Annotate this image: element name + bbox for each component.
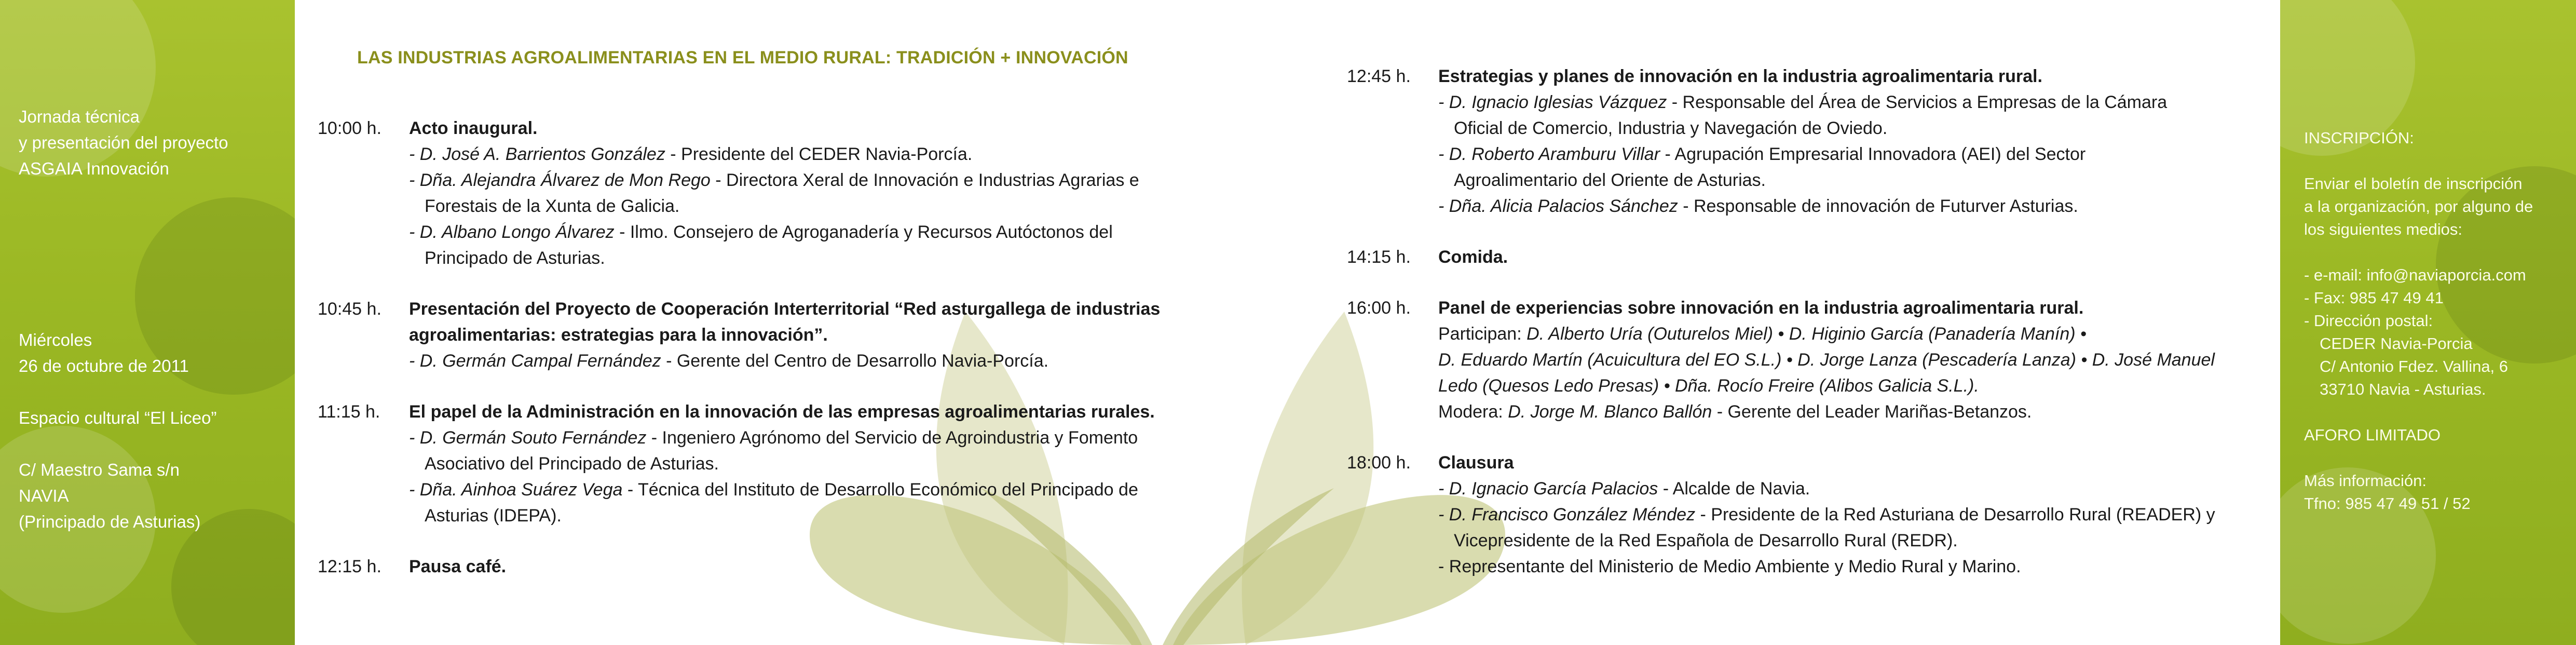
session-heading: Panel de experiencias sobre innovación en la industria agroalimentaria rural. — [1438, 298, 2084, 318]
address-street: C/ Maestro Sama s/n — [19, 460, 180, 479]
session-heading: Comida. — [1438, 247, 1508, 267]
registration-heading: INSCRIPCIÓN: — [2304, 129, 2414, 147]
postal-line: CEDER Navia-Porcia — [2320, 334, 2473, 353]
speaker-line: - D. Ignacio García Palacios - Alcalde de Navia. — [1438, 479, 1810, 499]
session-time: 11:15 h. — [318, 402, 380, 422]
session-1115 — [318, 399, 1252, 529]
session-heading: Clausura — [1438, 453, 1514, 473]
event-details — [19, 327, 217, 535]
postal-line: 33710 Navia - Asturias. — [2320, 380, 2486, 398]
session-heading: Acto inaugural. — [409, 118, 538, 138]
speaker-continuation: Agroalimentario del Oriente de Asturias. — [1454, 170, 1766, 190]
capacity-note: AFORO LIMITADO — [2304, 426, 2441, 444]
speaker-continuation: Forestais de la Xunta de Galicia. — [425, 196, 680, 216]
speaker-continuation: Asociativo del Principado de Asturias. — [425, 454, 719, 474]
event-date: 26 de octubre de 2011 — [19, 356, 189, 375]
intro-line-3: ASGAIA Innovación — [19, 159, 169, 178]
session-1245 — [1347, 63, 2276, 219]
speaker-line: - D. José A. Barrientos González - Presidente del CEDER Navia-Porcía. — [409, 144, 973, 164]
instruction-line: Enviar el boletín de inscripción — [2304, 174, 2523, 193]
instruction-line: los siguientes medios: — [2304, 220, 2462, 238]
event-info — [19, 104, 228, 182]
intro-line-1: Jornada técnica — [19, 107, 140, 126]
event-weekday: Miércoles — [19, 330, 92, 350]
agenda-column-left — [318, 115, 1252, 580]
session-time: 10:00 h. — [318, 118, 381, 138]
speaker-continuation: Vicepresidente de la Red Española de Desarrollo Rural (REDR). — [1454, 531, 1958, 550]
session-time: 14:15 h. — [1347, 247, 1411, 267]
speaker-continuation: Principado de Asturias. — [425, 248, 605, 268]
session-1045 — [318, 296, 1252, 374]
more-info-label: Más información: — [2304, 472, 2427, 490]
speaker-line: - Representante del Ministerio de Medio Ambiente y Medio Rural y Marino. — [1438, 557, 2021, 576]
contact-fax: - Fax: 985 47 49 41 — [2304, 289, 2444, 307]
panel-participants-cont: D. Eduardo Martín (Acuicultura del EO S.L.) • D. Jorge Lanza (Pescadería Lanza) • D. José Manuel — [1438, 350, 2215, 370]
speaker-line: - D. Germán Campal Fernández - Gerente del Centro de Desarrollo Navia-Porcía. — [409, 351, 1049, 371]
instruction-line: a la organización, por alguno de — [2304, 197, 2533, 216]
session-time: 18:00 h. — [1347, 453, 1411, 473]
address-town: NAVIA — [19, 486, 69, 505]
session-time: 12:45 h. — [1347, 66, 1411, 86]
left-side-panel — [0, 0, 295, 645]
session-heading-cont: agroalimentarias: estrategias para la innovación”. — [409, 325, 828, 345]
panel-participants: Participan: D. Alberto Uría (Outurelos Miel) • D. Higinio García (Panadería Manín) • — [1438, 324, 2087, 344]
session-1000 — [318, 115, 1252, 271]
session-time: 10:45 h. — [318, 299, 381, 319]
postal-line: C/ Antonio Fdez. Vallina, 6 — [2320, 357, 2509, 375]
session-1800 — [1347, 450, 2276, 580]
speaker-line: - D. Germán Souto Fernández - Ingeniero Agrónomo del Servicio de Agroindustria y Fomento — [409, 428, 1138, 448]
right-side-panel — [2280, 0, 2576, 645]
panel-participants-cont: Ledo (Quesos Ledo Presas) • Dña. Rocío Freire (Alibos Galicia S.L.). — [1438, 376, 1979, 396]
address-region: (Principado de Asturias) — [19, 512, 201, 531]
session-heading: Presentación del Proyecto de Cooperación Interterritorial “Red asturgallega de industrias — [409, 299, 1161, 319]
speaker-line: - Dña. Alejandra Álvarez de Mon Rego - Directora Xeral de Innovación e Industrias Agrarias e — [409, 170, 1139, 190]
speaker-line: - D. Francisco González Méndez - Presidente de la Red Asturiana de Desarrollo Rural (READER) y — [1438, 505, 2215, 525]
agenda-column-right — [1347, 63, 2276, 580]
postal-label: - Dirección postal: — [2304, 312, 2433, 330]
panel-moderator: Modera: D. Jorge M. Blanco Ballón - Gerente del Leader Mariñas-Betanzos. — [1438, 402, 2032, 422]
session-1600 — [1347, 295, 2276, 425]
contact-phone: Tfno: 985 47 49 51 / 52 — [2304, 494, 2471, 513]
session-1215 — [318, 554, 1252, 580]
speaker-line: - D. Albano Longo Álvarez - Ilmo. Consejero de Agroganadería y Recursos Autóctonos del — [409, 222, 1113, 242]
session-heading: Pausa café. — [409, 557, 507, 576]
registration-info — [2304, 127, 2533, 515]
session-1415 — [1347, 244, 2276, 270]
speaker-line: - D. Ignacio Iglesias Vázquez - Responsable del Área de Servicios a Empresas de la Cámara — [1438, 92, 2168, 112]
event-venue: Espacio cultural “El Liceo” — [19, 408, 217, 427]
speaker-line: - Dña. Alicia Palacios Sánchez - Responsable de innovación de Futurver Asturias. — [1438, 196, 2078, 216]
session-heading: Estrategias y planes de innovación en la industria agroalimentaria rural. — [1438, 66, 2042, 86]
speaker-continuation: Asturias (IDEPA). — [425, 506, 562, 526]
session-time: 16:00 h. — [1347, 298, 1411, 318]
intro-line-2: y presentación del proyecto — [19, 133, 228, 152]
agenda-title: LAS INDUSTRIAS AGROALIMENTARIAS EN EL MEDIO RURAL: TRADICIÓN + INNOVACIÓN — [357, 48, 1128, 68]
contact-email[interactable]: - e-mail: info@naviaporcia.com — [2304, 266, 2526, 284]
speaker-continuation: Oficial de Comercio, Industria y Navegación de Oviedo. — [1454, 118, 1888, 138]
speaker-line: - D. Roberto Aramburu Villar - Agrupación Empresarial Innovadora (AEI) del Sector — [1438, 144, 2086, 164]
session-heading: El papel de la Administración en la innovación de las empresas agroalimentarias rurales. — [409, 402, 1155, 422]
speaker-line: - Dña. Ainhoa Suárez Vega - Técnica del Instituto de Desarrollo Económico del Principado de — [409, 480, 1138, 500]
session-time: 12:15 h. — [318, 557, 381, 576]
